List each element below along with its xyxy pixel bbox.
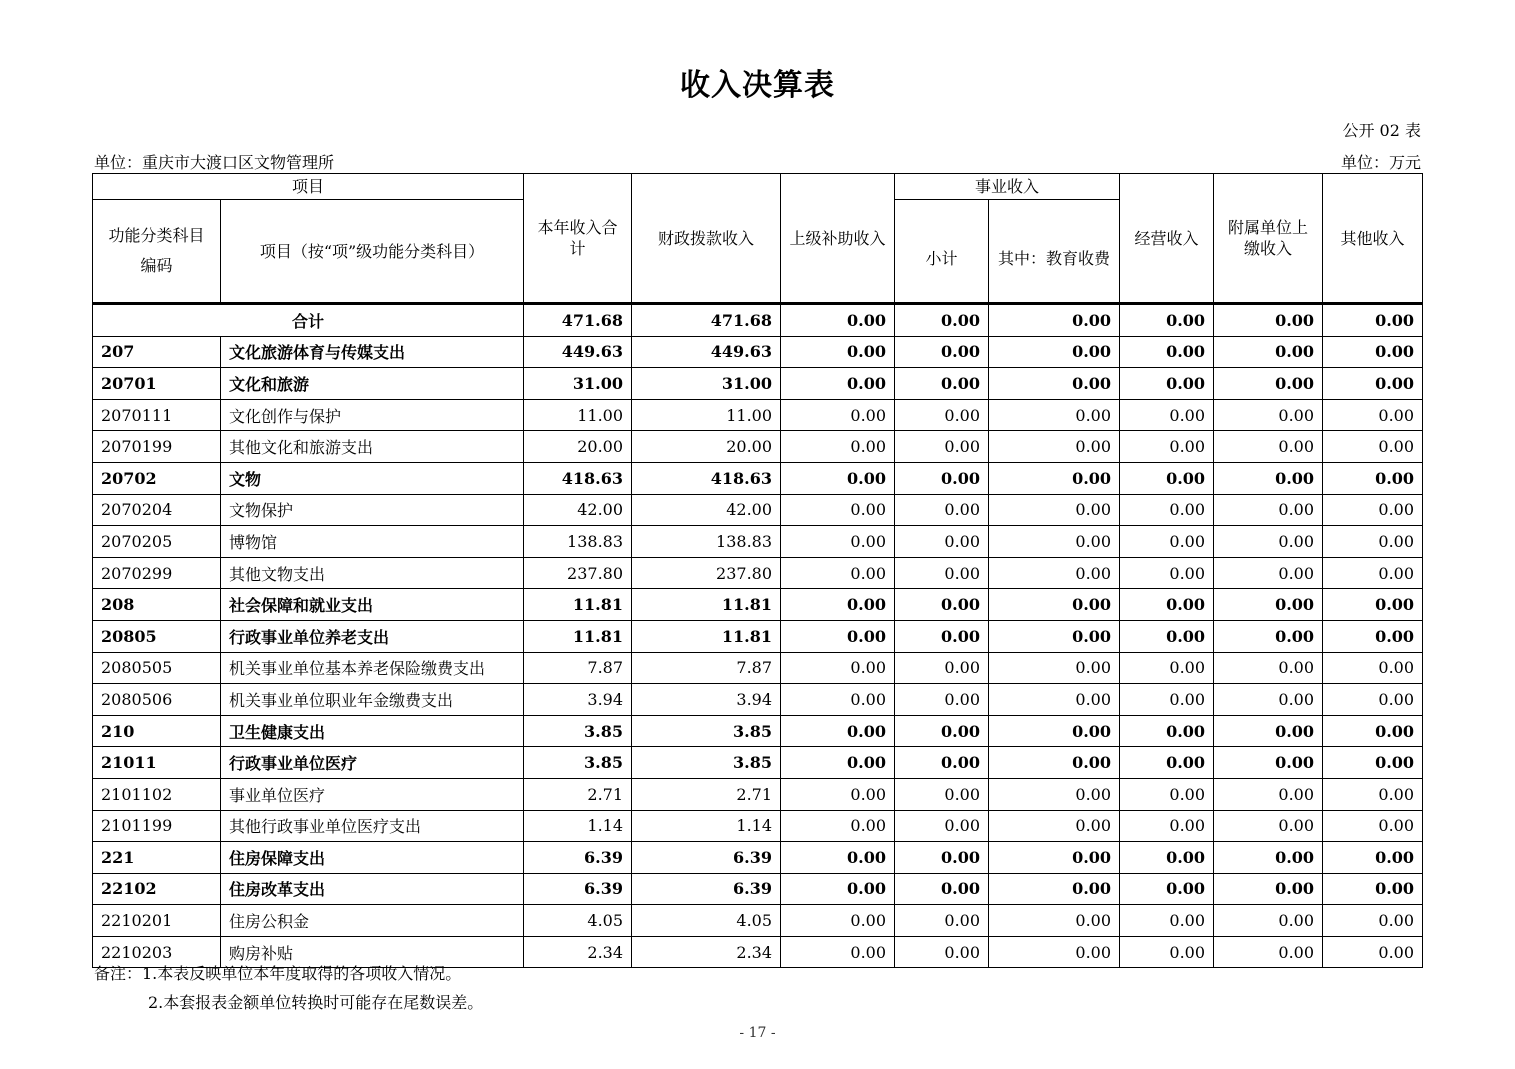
cell-value: 0.00 bbox=[895, 526, 989, 558]
cell-value: 0.00 bbox=[781, 368, 895, 400]
header-item: 项目 bbox=[93, 174, 524, 200]
cell-value: 0.00 bbox=[1120, 368, 1214, 400]
subject-name: 文物保护 bbox=[221, 494, 524, 526]
total-value: 0.00 bbox=[1214, 305, 1323, 337]
cell-value: 0.00 bbox=[895, 936, 989, 968]
cell-value: 0.00 bbox=[1214, 715, 1323, 747]
cell-value: 0.00 bbox=[989, 936, 1120, 968]
cell-value: 0.00 bbox=[895, 905, 989, 937]
cell-value: 0.00 bbox=[895, 747, 989, 779]
cell-value: 3.85 bbox=[524, 747, 632, 779]
cell-value: 0.00 bbox=[1323, 684, 1423, 716]
cell-value: 0.00 bbox=[1323, 905, 1423, 937]
cell-value: 0.00 bbox=[1214, 778, 1323, 810]
cell-value: 0.00 bbox=[989, 399, 1120, 431]
revenue-table bbox=[92, 173, 1423, 968]
table-row bbox=[93, 684, 1423, 716]
cell-value: 0.00 bbox=[1120, 936, 1214, 968]
cell-value: 0.00 bbox=[1214, 684, 1323, 716]
subject-code: 2070205 bbox=[93, 526, 221, 558]
cell-value: 0.00 bbox=[1323, 715, 1423, 747]
cell-value: 0.00 bbox=[1323, 399, 1423, 431]
cell-value: 0.00 bbox=[895, 620, 989, 652]
cell-value: 0.00 bbox=[989, 842, 1120, 874]
subject-name: 其他文化和旅游支出 bbox=[221, 431, 524, 463]
table-row bbox=[93, 399, 1423, 431]
cell-value: 0.00 bbox=[781, 810, 895, 842]
cell-value: 0.00 bbox=[895, 557, 989, 589]
cell-value: 0.00 bbox=[781, 652, 895, 684]
cell-value: 0.00 bbox=[1323, 462, 1423, 494]
cell-value: 3.85 bbox=[632, 747, 781, 779]
table-row bbox=[93, 336, 1423, 368]
header-affiliated: 附属单位上缴收入 bbox=[1214, 174, 1323, 304]
subject-name: 购房补贴 bbox=[221, 936, 524, 968]
cell-value: 418.63 bbox=[524, 462, 632, 494]
total-label: 合计 bbox=[93, 305, 524, 337]
subject-code: 20701 bbox=[93, 368, 221, 400]
total-value: 0.00 bbox=[1323, 305, 1423, 337]
cell-value: 11.81 bbox=[524, 589, 632, 621]
cell-value: 0.00 bbox=[1323, 620, 1423, 652]
cell-value: 31.00 bbox=[632, 368, 781, 400]
cell-value: 6.39 bbox=[632, 842, 781, 874]
cell-value: 0.00 bbox=[989, 589, 1120, 621]
cell-value: 2.71 bbox=[524, 778, 632, 810]
cell-value: 0.00 bbox=[781, 715, 895, 747]
cell-value: 20.00 bbox=[524, 431, 632, 463]
cell-value: 0.00 bbox=[989, 873, 1120, 905]
subject-code: 2101102 bbox=[93, 778, 221, 810]
cell-value: 0.00 bbox=[1323, 842, 1423, 874]
subject-name: 文物 bbox=[221, 462, 524, 494]
cell-value: 0.00 bbox=[989, 368, 1120, 400]
subject-code: 210 bbox=[93, 715, 221, 747]
cell-value: 0.00 bbox=[781, 905, 895, 937]
cell-value: 0.00 bbox=[781, 526, 895, 558]
header-code: 功能分类科目编码 bbox=[93, 200, 221, 304]
cell-value: 0.00 bbox=[1323, 494, 1423, 526]
cell-value: 0.00 bbox=[1214, 936, 1323, 968]
page-title: 收入决算表 bbox=[680, 68, 835, 103]
cell-value: 0.00 bbox=[895, 589, 989, 621]
header-fiscal: 财政拨款收入 bbox=[632, 174, 781, 304]
cell-value: 0.00 bbox=[1323, 778, 1423, 810]
cell-value: 0.00 bbox=[895, 431, 989, 463]
unit-currency: 单位：万元 bbox=[1340, 153, 1421, 172]
cell-value: 0.00 bbox=[989, 778, 1120, 810]
cell-value: 0.00 bbox=[1323, 557, 1423, 589]
cell-value: 449.63 bbox=[632, 336, 781, 368]
cell-value: 0.00 bbox=[1120, 557, 1214, 589]
cell-value: 0.00 bbox=[1120, 747, 1214, 779]
cell-value: 0.00 bbox=[1120, 494, 1214, 526]
table-row bbox=[93, 462, 1423, 494]
cell-value: 0.00 bbox=[989, 526, 1120, 558]
header-business-group: 事业收入 bbox=[895, 174, 1120, 200]
cell-value: 2.34 bbox=[632, 936, 781, 968]
cell-value: 0.00 bbox=[1214, 905, 1323, 937]
cell-value: 6.39 bbox=[632, 873, 781, 905]
cell-value: 0.00 bbox=[1214, 526, 1323, 558]
cell-value: 0.00 bbox=[1214, 589, 1323, 621]
subject-code: 221 bbox=[93, 842, 221, 874]
header-subtotal: 小计 bbox=[895, 200, 989, 304]
cell-value: 0.00 bbox=[1120, 589, 1214, 621]
subject-code: 2070299 bbox=[93, 557, 221, 589]
subject-code: 2080506 bbox=[93, 684, 221, 716]
cell-value: 0.00 bbox=[1120, 431, 1214, 463]
cell-value: 0.00 bbox=[781, 684, 895, 716]
subject-code: 2080505 bbox=[93, 652, 221, 684]
total-value: 0.00 bbox=[1120, 305, 1214, 337]
cell-value: 11.00 bbox=[632, 399, 781, 431]
cell-value: 0.00 bbox=[989, 747, 1120, 779]
cell-value: 0.00 bbox=[1214, 620, 1323, 652]
header-operating: 经营收入 bbox=[1120, 174, 1214, 304]
subject-name: 机关事业单位职业年金缴费支出 bbox=[221, 684, 524, 716]
cell-value: 0.00 bbox=[781, 620, 895, 652]
cell-value: 0.00 bbox=[895, 842, 989, 874]
cell-value: 11.81 bbox=[632, 620, 781, 652]
cell-value: 0.00 bbox=[781, 557, 895, 589]
cell-value: 0.00 bbox=[895, 399, 989, 431]
cell-value: 0.00 bbox=[989, 652, 1120, 684]
cell-value: 237.80 bbox=[632, 557, 781, 589]
cell-value: 11.00 bbox=[524, 399, 632, 431]
table-row bbox=[93, 715, 1423, 747]
cell-value: 138.83 bbox=[524, 526, 632, 558]
table-row bbox=[93, 873, 1423, 905]
header-education: 其中：教育收费 bbox=[989, 200, 1120, 304]
cell-value: 0.00 bbox=[1214, 462, 1323, 494]
cell-value: 0.00 bbox=[781, 873, 895, 905]
cell-value: 11.81 bbox=[524, 620, 632, 652]
cell-value: 0.00 bbox=[1214, 747, 1323, 779]
cell-value: 0.00 bbox=[1214, 810, 1323, 842]
cell-value: 0.00 bbox=[1323, 652, 1423, 684]
table-row bbox=[93, 526, 1423, 558]
table-row bbox=[93, 620, 1423, 652]
subject-name: 行政事业单位医疗 bbox=[221, 747, 524, 779]
cell-value: 0.00 bbox=[1214, 873, 1323, 905]
subject-code: 2210203 bbox=[93, 936, 221, 968]
subject-name: 卫生健康支出 bbox=[221, 715, 524, 747]
cell-value: 0.00 bbox=[1120, 620, 1214, 652]
cell-value: 0.00 bbox=[1120, 873, 1214, 905]
cell-value: 0.00 bbox=[1120, 526, 1214, 558]
subject-name: 行政事业单位养老支出 bbox=[221, 620, 524, 652]
subject-code: 20702 bbox=[93, 462, 221, 494]
subject-name: 社会保障和就业支出 bbox=[221, 589, 524, 621]
table-row bbox=[93, 905, 1423, 937]
note-2: 2.本套报表金额单位转换时可能存在尾数误差。 bbox=[148, 993, 484, 1012]
cell-value: 0.00 bbox=[1214, 431, 1323, 463]
cell-value: 0.00 bbox=[1214, 399, 1323, 431]
cell-value: 0.00 bbox=[989, 431, 1120, 463]
cell-value: 0.00 bbox=[989, 905, 1120, 937]
table-row bbox=[93, 842, 1423, 874]
cell-value: 0.00 bbox=[1323, 589, 1423, 621]
cell-value: 0.00 bbox=[989, 557, 1120, 589]
cell-value: 0.00 bbox=[895, 494, 989, 526]
unit-organization: 单位：重庆市大渡口区文物管理所 bbox=[94, 153, 335, 172]
cell-value: 0.00 bbox=[989, 810, 1120, 842]
header-total: 本年收入合计 bbox=[524, 174, 632, 304]
cell-value: 4.05 bbox=[632, 905, 781, 937]
cell-value: 0.00 bbox=[989, 336, 1120, 368]
subject-name: 机关事业单位基本养老保险缴费支出 bbox=[221, 652, 524, 684]
subject-name: 住房公积金 bbox=[221, 905, 524, 937]
subject-name: 其他文物支出 bbox=[221, 557, 524, 589]
cell-value: 237.80 bbox=[524, 557, 632, 589]
cell-value: 0.00 bbox=[989, 620, 1120, 652]
cell-value: 0.00 bbox=[1214, 652, 1323, 684]
cell-value: 2.34 bbox=[524, 936, 632, 968]
total-value: 471.68 bbox=[632, 305, 781, 337]
total-row bbox=[93, 305, 1423, 337]
cell-value: 418.63 bbox=[632, 462, 781, 494]
cell-value: 0.00 bbox=[895, 652, 989, 684]
cell-value: 0.00 bbox=[1214, 368, 1323, 400]
cell-value: 4.05 bbox=[524, 905, 632, 937]
cell-value: 0.00 bbox=[895, 810, 989, 842]
cell-value: 3.85 bbox=[524, 715, 632, 747]
cell-value: 0.00 bbox=[895, 684, 989, 716]
total-value: 0.00 bbox=[895, 305, 989, 337]
cell-value: 0.00 bbox=[989, 715, 1120, 747]
cell-value: 0.00 bbox=[895, 715, 989, 747]
subject-code: 2101199 bbox=[93, 810, 221, 842]
subject-name: 文化创作与保护 bbox=[221, 399, 524, 431]
cell-value: 3.94 bbox=[632, 684, 781, 716]
cell-value: 0.00 bbox=[895, 873, 989, 905]
table-row bbox=[93, 810, 1423, 842]
cell-value: 0.00 bbox=[895, 336, 989, 368]
cell-value: 0.00 bbox=[989, 462, 1120, 494]
cell-value: 0.00 bbox=[781, 936, 895, 968]
cell-value: 138.83 bbox=[632, 526, 781, 558]
cell-value: 0.00 bbox=[1323, 810, 1423, 842]
cell-value: 0.00 bbox=[1120, 905, 1214, 937]
subject-name: 文化和旅游 bbox=[221, 368, 524, 400]
cell-value: 31.00 bbox=[524, 368, 632, 400]
subject-code: 21011 bbox=[93, 747, 221, 779]
subject-code: 22102 bbox=[93, 873, 221, 905]
subject-code: 207 bbox=[93, 336, 221, 368]
cell-value: 0.00 bbox=[1323, 873, 1423, 905]
table-row bbox=[93, 557, 1423, 589]
cell-value: 0.00 bbox=[1323, 336, 1423, 368]
total-value: 0.00 bbox=[989, 305, 1120, 337]
cell-value: 0.00 bbox=[1323, 526, 1423, 558]
cell-value: 1.14 bbox=[524, 810, 632, 842]
cell-value: 0.00 bbox=[1214, 494, 1323, 526]
cell-value: 0.00 bbox=[1120, 778, 1214, 810]
cell-value: 0.00 bbox=[781, 494, 895, 526]
cell-value: 3.94 bbox=[524, 684, 632, 716]
cell-value: 20.00 bbox=[632, 431, 781, 463]
table-row bbox=[93, 589, 1423, 621]
table-row bbox=[93, 747, 1423, 779]
cell-value: 0.00 bbox=[895, 368, 989, 400]
cell-value: 0.00 bbox=[1120, 399, 1214, 431]
subject-name: 住房保障支出 bbox=[221, 842, 524, 874]
cell-value: 7.87 bbox=[632, 652, 781, 684]
page-number: - 17 - bbox=[739, 1025, 776, 1041]
subject-code: 208 bbox=[93, 589, 221, 621]
subject-name: 事业单位医疗 bbox=[221, 778, 524, 810]
table-row bbox=[93, 652, 1423, 684]
cell-value: 0.00 bbox=[1214, 336, 1323, 368]
cell-value: 0.00 bbox=[895, 462, 989, 494]
cell-value: 0.00 bbox=[781, 589, 895, 621]
cell-value: 42.00 bbox=[632, 494, 781, 526]
cell-value: 0.00 bbox=[895, 778, 989, 810]
cell-value: 0.00 bbox=[781, 399, 895, 431]
cell-value: 0.00 bbox=[1120, 684, 1214, 716]
cell-value: 0.00 bbox=[1323, 368, 1423, 400]
note-1: 备注：1.本表反映单位本年度取得的各项收入情况。 bbox=[94, 964, 462, 983]
subject-code: 20805 bbox=[93, 620, 221, 652]
cell-value: 0.00 bbox=[781, 747, 895, 779]
cell-value: 0.00 bbox=[1323, 936, 1423, 968]
cell-value: 11.81 bbox=[632, 589, 781, 621]
cell-value: 449.63 bbox=[524, 336, 632, 368]
subject-code: 2210201 bbox=[93, 905, 221, 937]
cell-value: 0.00 bbox=[1323, 747, 1423, 779]
subject-code: 2070199 bbox=[93, 431, 221, 463]
table-row bbox=[93, 431, 1423, 463]
cell-value: 0.00 bbox=[989, 494, 1120, 526]
cell-value: 0.00 bbox=[1214, 557, 1323, 589]
cell-value: 0.00 bbox=[781, 431, 895, 463]
total-value: 471.68 bbox=[524, 305, 632, 337]
header-other: 其他收入 bbox=[1323, 174, 1423, 304]
cell-value: 0.00 bbox=[781, 336, 895, 368]
cell-value: 0.00 bbox=[1120, 810, 1214, 842]
header-name: 项目（按“项”级功能分类科目） bbox=[221, 200, 524, 304]
cell-value: 0.00 bbox=[1120, 842, 1214, 874]
table-row bbox=[93, 494, 1423, 526]
cell-value: 0.00 bbox=[781, 778, 895, 810]
cell-value: 0.00 bbox=[989, 684, 1120, 716]
cell-value: 42.00 bbox=[524, 494, 632, 526]
total-value: 0.00 bbox=[781, 305, 895, 337]
subject-name: 住房改革支出 bbox=[221, 873, 524, 905]
cell-value: 0.00 bbox=[1323, 431, 1423, 463]
cell-value: 3.85 bbox=[632, 715, 781, 747]
cell-value: 0.00 bbox=[1120, 715, 1214, 747]
subject-name: 其他行政事业单位医疗支出 bbox=[221, 810, 524, 842]
cell-value: 0.00 bbox=[1120, 652, 1214, 684]
subject-code: 2070111 bbox=[93, 399, 221, 431]
cell-value: 0.00 bbox=[1120, 462, 1214, 494]
subject-code: 2070204 bbox=[93, 494, 221, 526]
subject-name: 博物馆 bbox=[221, 526, 524, 558]
table-row bbox=[93, 778, 1423, 810]
cell-value: 0.00 bbox=[781, 462, 895, 494]
cell-value: 1.14 bbox=[632, 810, 781, 842]
cell-value: 7.87 bbox=[524, 652, 632, 684]
cell-value: 6.39 bbox=[524, 873, 632, 905]
cell-value: 2.71 bbox=[632, 778, 781, 810]
header-superior: 上级补助收入 bbox=[781, 174, 895, 304]
cell-value: 0.00 bbox=[1120, 336, 1214, 368]
table-row bbox=[93, 368, 1423, 400]
subject-name: 文化旅游体育与传媒支出 bbox=[221, 336, 524, 368]
cell-value: 0.00 bbox=[1214, 842, 1323, 874]
cell-value: 6.39 bbox=[524, 842, 632, 874]
cell-value: 0.00 bbox=[781, 842, 895, 874]
form-number: 公开 02 表 bbox=[1342, 121, 1421, 140]
